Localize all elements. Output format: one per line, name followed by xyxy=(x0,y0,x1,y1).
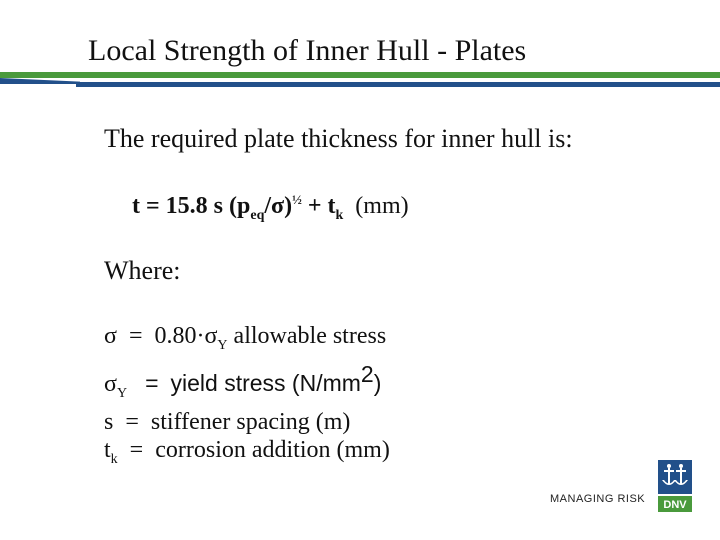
def-text-post: ) xyxy=(373,369,382,396)
def-text-post: allowable stress xyxy=(227,323,387,349)
thickness-formula xyxy=(132,192,409,224)
formula-lhs: t = 15.8 s (p xyxy=(132,193,251,219)
def-symbol-sub: Y xyxy=(116,385,128,401)
def-symbol-sub: k xyxy=(110,451,118,467)
formula-exponent: ½ xyxy=(292,192,302,207)
definition-sigma-y xyxy=(104,360,390,408)
definition-tk xyxy=(104,436,390,474)
formula-plus: + t xyxy=(301,193,336,219)
header-rule-green xyxy=(0,72,720,78)
def-equals: = xyxy=(125,408,139,435)
def-equals: = xyxy=(145,369,159,396)
formula-t-sub: k xyxy=(335,207,344,223)
header-rule-blue-wedge xyxy=(0,78,80,84)
def-text-sup: 2 xyxy=(360,360,374,387)
formula-unit: (mm) xyxy=(355,193,409,219)
definition-s xyxy=(104,408,390,436)
intro-text: The required plate thickness for inner hull is: xyxy=(104,124,573,153)
definitions-list xyxy=(104,322,390,473)
def-text-sub: Y xyxy=(217,337,228,353)
def-equals: = xyxy=(128,323,143,349)
def-symbol: t xyxy=(104,436,111,463)
def-text: yield stress (N/mm xyxy=(170,369,361,396)
def-text: corrosion addition (mm) xyxy=(155,436,390,463)
tagline: MANAGING RISK xyxy=(550,493,646,505)
def-symbol: s xyxy=(104,408,114,435)
dnv-logo-text: DNV xyxy=(663,499,687,511)
def-text: stiffener spacing (m) xyxy=(150,408,351,435)
def-text: 0.80·σ xyxy=(154,323,218,349)
where-label: Where: xyxy=(104,256,181,285)
definition-sigma xyxy=(104,322,390,360)
slide-title: Local Strength of Inner Hull - Plates xyxy=(88,34,527,67)
formula-mid: /σ) xyxy=(264,193,293,219)
header-rule-blue xyxy=(76,82,720,87)
def-equals: = xyxy=(129,436,144,463)
def-symbol: σ xyxy=(104,323,117,349)
dnv-logo xyxy=(658,460,692,512)
def-symbol: σ xyxy=(104,370,117,397)
formula-p-sub: eq xyxy=(250,207,265,223)
